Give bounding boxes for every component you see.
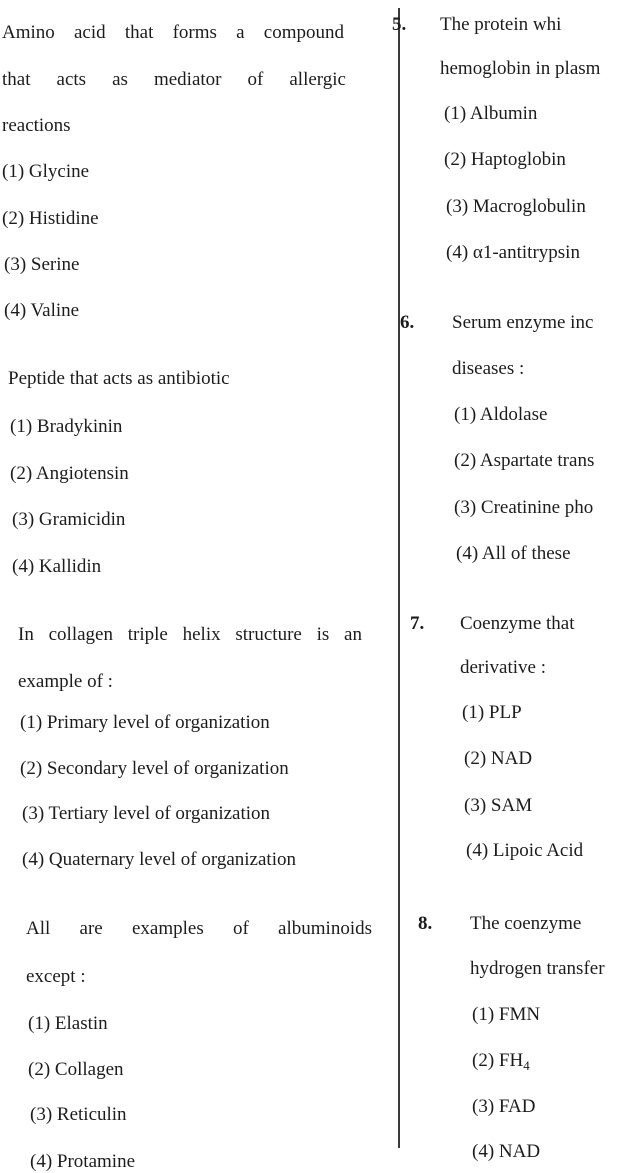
column-divider (398, 8, 400, 1148)
q7-option-4: (4) Lipoic Acid (466, 840, 584, 861)
q4-option-2: (2) Collagen (28, 1059, 124, 1080)
q6-number: 6. (400, 312, 415, 333)
q7-option-1: (1) PLP (462, 702, 522, 723)
fh-subscript: 4 (523, 1058, 530, 1073)
q4-option-4: (4) Protamine (30, 1151, 136, 1172)
q3-stem-line-2: example of : (18, 671, 113, 692)
q8-option-2-text: (2) FH (472, 1050, 524, 1071)
q8-option-3: (3) FAD (472, 1096, 536, 1117)
q1-stem-line-1: Amino acid that forms a compound (2, 22, 344, 43)
q3-option-2: (2) Secondary level of organization (20, 758, 289, 779)
q1-option-1: (1) Glycine (2, 161, 90, 182)
q5-number: 5. (392, 14, 407, 35)
q4-stem-line-2: except : (26, 966, 86, 987)
q2-stem-line-1: Peptide that acts as antibiotic (8, 368, 230, 389)
q1-stem-line-2: that acts as mediator of allergic (2, 69, 346, 90)
q1-option-3: (3) Serine (4, 254, 80, 275)
q6-option-1: (1) Aldolase (454, 404, 548, 425)
q4-option-3: (3) Reticulin (30, 1104, 127, 1125)
q8-option-4: (4) NAD (472, 1141, 541, 1162)
q8-option-2 (472, 1050, 530, 1072)
q3-stem-line-1: In collagen triple helix structure is an (18, 624, 362, 645)
q4-option-1: (1) Elastin (28, 1013, 108, 1034)
q5-option-4: (4) α1-antitrypsin (446, 242, 580, 263)
q7-option-2: (2) NAD (464, 748, 533, 769)
q6-stem-line-1: Serum enzyme inc (452, 312, 594, 333)
q8-option-1: (1) FMN (472, 1004, 541, 1025)
q2-option-1: (1) Bradykinin (10, 416, 123, 437)
q7-stem-line-1: Coenzyme that (460, 613, 575, 634)
q5-stem-line-1: The protein whi (440, 14, 562, 35)
q1-option-2: (2) Histidine (2, 208, 99, 229)
q8-stem-line-1: The coenzyme (470, 913, 582, 934)
q3-option-1: (1) Primary level of organization (20, 712, 270, 733)
q5-stem-line-2: hemoglobin in plasm (440, 58, 601, 79)
q5-option-1: (1) Albumin (444, 103, 538, 124)
q1-option-4: (4) Valine (4, 300, 80, 321)
q8-stem-line-2: hydrogen transfer (470, 958, 605, 979)
q5-option-2: (2) Haptoglobin (444, 149, 566, 170)
q7-number: 7. (410, 613, 425, 634)
q8-number: 8. (418, 913, 433, 934)
q3-option-4: (4) Quaternary level of organization (22, 849, 296, 870)
q7-option-3: (3) SAM (464, 795, 533, 816)
q6-stem-line-2: diseases : (452, 358, 525, 379)
q2-option-2: (2) Angiotensin (10, 463, 129, 484)
q6-option-4: (4) All of these (456, 543, 571, 564)
q1-stem-line-3: reactions (2, 115, 71, 136)
q6-option-3: (3) Creatinine pho (454, 497, 594, 518)
q6-option-2: (2) Aspartate trans (454, 450, 595, 471)
q4-stem-line-1: All are examples of albuminoids (26, 918, 372, 939)
q2-option-3: (3) Gramicidin (12, 509, 126, 530)
q7-stem-line-2: derivative : (460, 657, 546, 678)
q2-option-4: (4) Kallidin (12, 556, 102, 577)
q5-option-3: (3) Macroglobulin (446, 196, 586, 217)
q3-option-3: (3) Tertiary level of organization (22, 803, 271, 824)
